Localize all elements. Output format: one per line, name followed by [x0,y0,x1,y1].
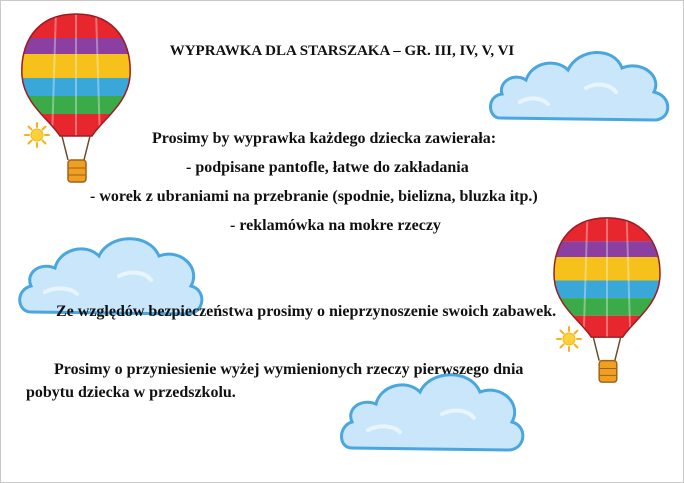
request-intro: Prosimy by wyprawka każdego dziecka zawierała: [152,130,497,147]
closing-line: pobytu dziecka w przedszkolu. [26,384,236,401]
list-item: - worek z ubraniami na przebranie (spodnie, bielizna, bluzka itp.) [90,188,538,205]
closing-line: Prosimy o przyniesienie wyżej wymienionych rzeczy pierwszego dnia [54,361,524,378]
safety-note: Ze względów bezpieczeństwa prosimy o nieprzynoszenie swoich zabawek. [56,303,557,320]
hot-air-balloon-icon [16,10,136,190]
sun-icon [24,122,50,148]
sun-icon [556,326,582,352]
list-item: - reklamówka na mokre rzeczy [230,217,441,234]
list-item: - podpisane pantofle, łatwe do zakładania [186,159,469,176]
hot-air-balloon-icon [548,214,666,390]
document-title: WYPRAWKA DLA STARSZAKA – GR. III, IV, V, VI [169,43,515,59]
